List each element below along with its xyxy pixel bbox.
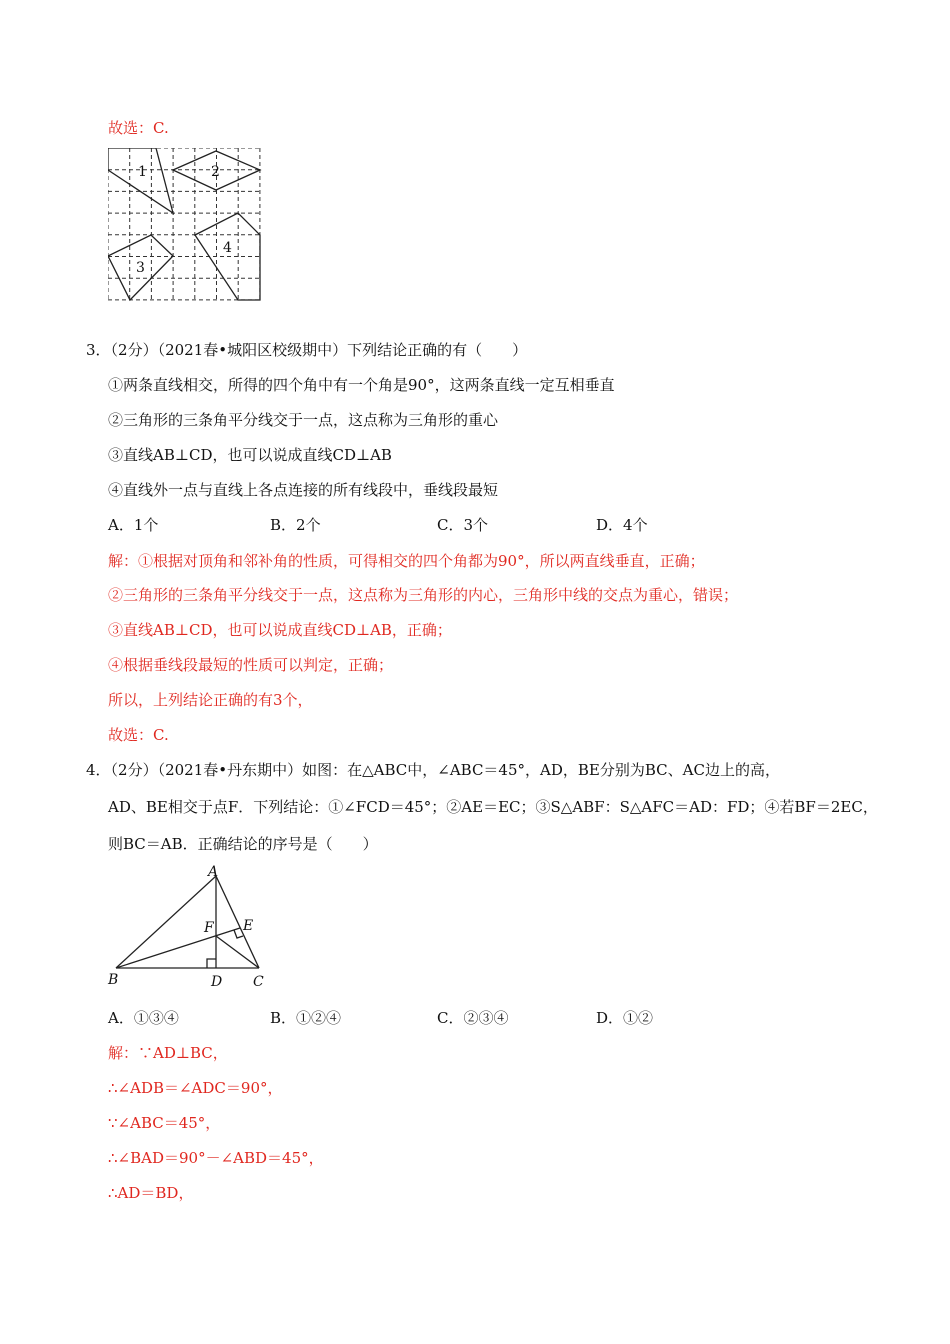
shape-label-3: 3 <box>136 260 145 276</box>
segment-fc <box>216 936 259 968</box>
q3-option-c[interactable]: C．3个 <box>437 516 489 534</box>
q3-solution-4: ④根据垂线段最短的性质可以判定，正确； <box>108 656 394 674</box>
q3-stem: 3．（2分）（2021春•城阳区校级期中）下列结论正确的有（ ） <box>86 341 528 359</box>
altitude-be <box>116 928 240 968</box>
q3-option-a[interactable]: A．1个 <box>108 516 159 534</box>
q3-item-4: ④直线外一点与直线上各点连接的所有线段中，垂线段最短 <box>108 481 499 499</box>
q4-option-a[interactable]: A．①③④ <box>108 1009 179 1027</box>
right-angle-d <box>207 959 216 968</box>
shape-label-2: 2 <box>211 164 220 180</box>
q4-solution-1: 解：∵AD⊥BC， <box>108 1044 228 1062</box>
grid-figure <box>108 148 262 302</box>
q4-solution-4: ∴∠BAD＝90°－∠ABD＝45°， <box>108 1149 324 1167</box>
q3-item-2: ②三角形的三条角平分线交于一点，这点称为三角形的重心 <box>108 411 499 429</box>
q4-stem-2: AD、BE相交于点F．下列结论：①∠FCD＝45°；②AE＝EC；③S△ABF：S△AFC＝AD：FD；④若BF＝2EC， <box>108 798 878 816</box>
q3-item-1: ①两条直线相交，所得的四个角中有一个角是90°，这两条直线一定互相垂直 <box>108 376 615 394</box>
q3-option-b[interactable]: B．2个 <box>270 516 321 534</box>
triangle-figure <box>104 862 274 992</box>
label-e: E <box>243 918 254 934</box>
q4-solution-5: ∴AD＝BD， <box>108 1184 194 1202</box>
q4-option-d[interactable]: D．①② <box>596 1009 654 1027</box>
q3-solution-3: ③直线AB⊥CD，也可以说成直线CD⊥AB，正确； <box>108 621 452 639</box>
shape-label-4: 4 <box>223 240 232 256</box>
label-f: F <box>204 920 214 936</box>
q2-answer: 故选：C. <box>108 119 169 137</box>
q4-option-c[interactable]: C．②③④ <box>437 1009 509 1027</box>
q3-solution-1: 解：①根据对顶角和邻补角的性质，可得相交的四个角都为90°，所以两直线垂直，正确； <box>108 552 705 570</box>
q4-stem-3: 则BC＝AB．正确结论的序号是（ ） <box>108 835 378 853</box>
q4-stem-1: 4．（2分）（2021春•丹东期中）如图：在△ABC中，∠ABC＝45°，AD，BE分别为BC、AC边上的高， <box>86 761 780 779</box>
label-d: D <box>211 974 223 990</box>
label-a: A <box>208 864 219 880</box>
q3-solution-6: 故选：C. <box>108 726 169 744</box>
label-b: B <box>108 972 119 988</box>
q4-solution-3: ∵∠ABC＝45°， <box>108 1114 221 1132</box>
shape-label-1: 1 <box>138 164 147 180</box>
side-ab <box>116 876 216 968</box>
shape-1 <box>108 148 173 213</box>
q3-solution-5: 所以，上列结论正确的有3个， <box>108 691 313 709</box>
q3-option-d[interactable]: D．4个 <box>596 516 648 534</box>
q4-solution-2: ∴∠ADB＝∠ADC＝90°， <box>108 1079 283 1097</box>
label-c: C <box>253 974 264 990</box>
q3-solution-2: ②三角形的三条角平分线交于一点，这点称为三角形的内心，三角形中线的交点为重心，错误； <box>108 586 739 604</box>
q3-item-3: ③直线AB⊥CD，也可以说成直线CD⊥AB <box>108 446 392 464</box>
q4-option-b[interactable]: B．①②④ <box>270 1009 342 1027</box>
